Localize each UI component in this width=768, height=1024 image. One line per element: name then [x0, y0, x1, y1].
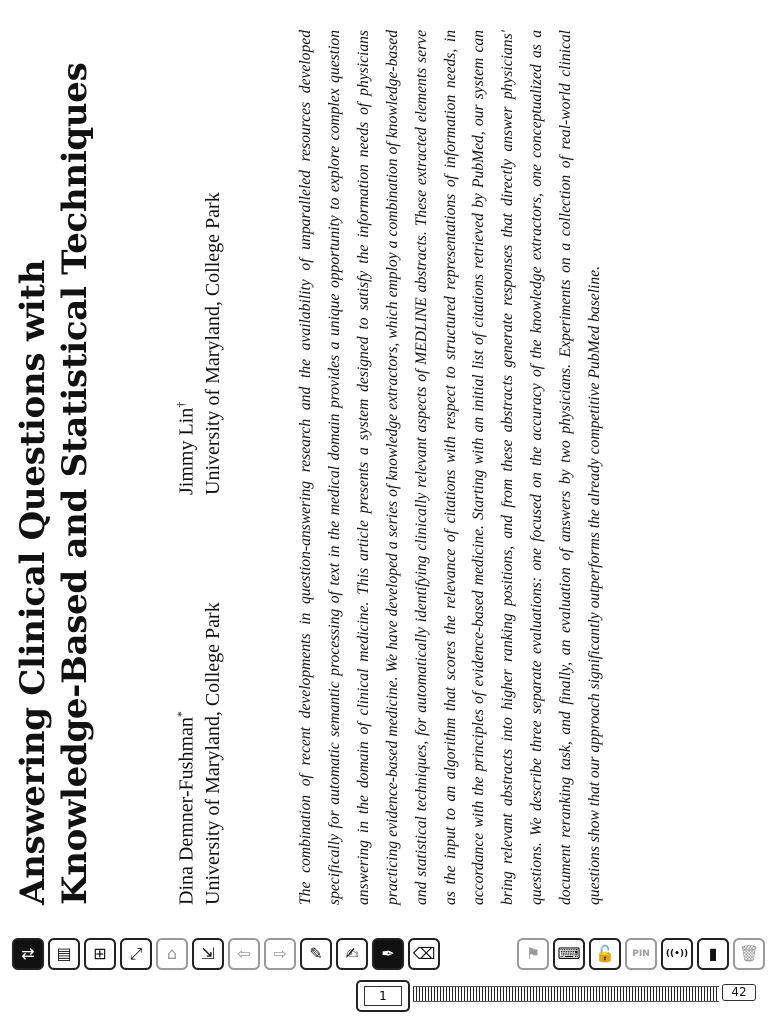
- rotate-view-button[interactable]: [12, 938, 44, 970]
- page-scroll-track[interactable]: [413, 986, 719, 1002]
- author-2: [168, 192, 226, 495]
- home-button[interactable]: [156, 938, 188, 970]
- pen-underline-button[interactable]: [336, 938, 368, 970]
- page-layout-button[interactable]: [48, 938, 80, 970]
- fit-page-icon: ⊞: [93, 944, 107, 963]
- forward-button[interactable]: [264, 938, 296, 970]
- pen-button[interactable]: [300, 938, 332, 970]
- marker-button[interactable]: [372, 938, 404, 970]
- tag-button[interactable]: [517, 938, 549, 970]
- title-line-2: Knowledge-Based and Statistical Techniques: [55, 62, 95, 905]
- pen-icon: ✎: [309, 944, 323, 963]
- home-icon: ⌂: [166, 944, 178, 963]
- pin-icon: PIN: [632, 948, 650, 959]
- trash-button[interactable]: [733, 938, 765, 970]
- reader-toolbar: [0, 938, 768, 974]
- author-1-mark: *: [174, 711, 188, 718]
- back-arrow-icon: ⇦: [237, 944, 251, 963]
- fit-width-button[interactable]: [120, 938, 152, 970]
- wireless-icon: ((•)): [665, 948, 689, 959]
- author-2-affiliation: University of Maryland, College Park: [201, 192, 224, 495]
- author-1-name: Dina Demner-Fushman: [175, 717, 198, 905]
- marker-icon: ✒: [381, 944, 395, 963]
- tag-icon: ⚑: [525, 944, 541, 963]
- lock-icon: 🔓: [595, 944, 615, 963]
- keyboard-button[interactable]: [553, 938, 585, 970]
- goto-page-button[interactable]: [192, 938, 224, 970]
- total-pages: 42: [722, 984, 756, 1001]
- author-block: [168, 25, 238, 905]
- rotate-view-icon: ⇄: [21, 944, 35, 963]
- author-2-mark: †: [174, 401, 188, 408]
- author-2-name: Jimmy Lin: [175, 407, 198, 495]
- pin-button[interactable]: [625, 938, 657, 970]
- lock-button[interactable]: [589, 938, 621, 970]
- page-number-box: [356, 980, 410, 1012]
- back-button[interactable]: [228, 938, 260, 970]
- eraser-button[interactable]: [408, 938, 440, 970]
- wireless-button[interactable]: [661, 938, 693, 970]
- paper-title: [12, 25, 96, 905]
- author-1: [168, 602, 226, 905]
- forward-arrow-icon: ⇨: [273, 944, 287, 963]
- title-line-1: Answering Clinical Questions with: [13, 259, 53, 905]
- page-navigator: [0, 980, 768, 1020]
- fit-width-icon: ⤢: [129, 944, 143, 963]
- fit-page-button[interactable]: [84, 938, 116, 970]
- battery-icon: ▮: [708, 944, 718, 963]
- battery-button[interactable]: [697, 938, 729, 970]
- goto-page-icon: ⇲: [201, 944, 215, 963]
- page-number-input[interactable]: [364, 986, 402, 1006]
- keyboard-icon: ⌨: [557, 944, 581, 963]
- eraser-icon: ⌫: [412, 944, 436, 963]
- trash-icon: 🗑: [738, 944, 760, 963]
- page-layout-icon: ▤: [56, 944, 72, 963]
- author-1-affiliation: University of Maryland, College Park: [201, 602, 224, 905]
- abstract-text: The combination of recent developments in question-answering research and the availability of unparalleled resources developed specifically for automatic semantic processing of text in the medical domain provides a unique opportunity to explore complex question answering in the domain of clinical medicine. This article presents a system designed to satisfy the information needs of physicians practicing evidence-based medicine. We have developed a series of knowledge extractors, which employ a combination of knowledge-based and statistical techniques, for automatically identifying clinically relevant aspects of MEDLINE abstracts. These extracted elements serve as the input to an algorithm that scores the relevance of citations with respect to structured representations of information needs, in accordance with the principles of evidence-based medicine. Starting with an initial list of citations retrieved by PubMed, our system can bring relevant abstracts into higher ranking positions, and from these abstracts generate responses that directly answer physicians' questions. We describe three separate evaluations: one focused on the accuracy of the knowledge extractors, one conceptualized as a document reranking task, and finally, an evaluation of answers by two physicians. Experiments on a collection of real-world clinical questions show that our approach significantly outperforms the already competitive PubMed baseline.: [297, 30, 604, 905]
- pen-underline-icon: ✍: [345, 944, 359, 963]
